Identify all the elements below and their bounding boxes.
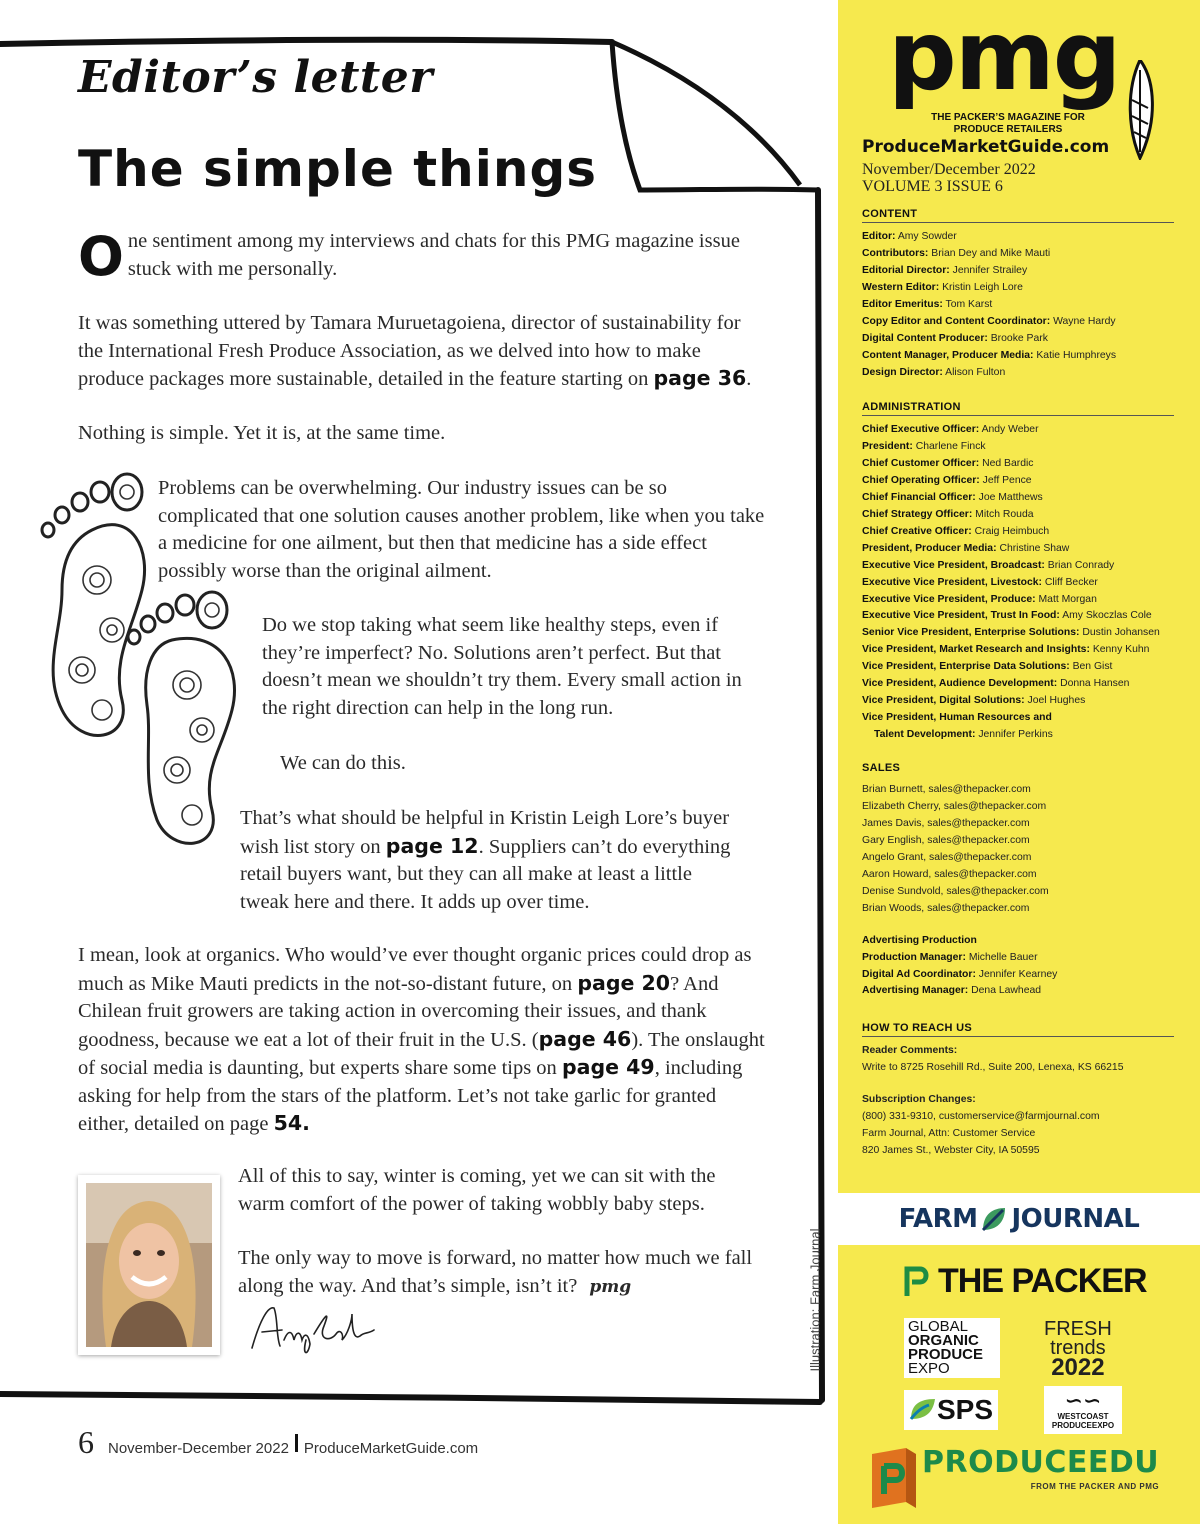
staff-row: Digital Ad Coordinator: Jennifer Kearney	[862, 968, 1058, 980]
farm-journal-word-b: JOURNAL	[1011, 1204, 1140, 1234]
staff-row: Production Manager: Michelle Bauer	[862, 951, 1038, 963]
page-title: The simple things	[78, 140, 598, 198]
paragraph-10-text: The only way to move is forward, no matter how much we fall along the way. And that’s simple, isn’t it?	[238, 1247, 753, 1297]
fresh-trends-logo	[1044, 1318, 1112, 1381]
paragraph-3: Nothing is simple. Yet it is, at the same time.	[78, 422, 446, 444]
staff-row: Chief Operating Officer: Jeff Pence	[862, 474, 1032, 486]
sales-contact[interactable]: Elizabeth Cherry, sales@thepacker.com	[862, 800, 1047, 812]
paragraph-10	[238, 1245, 758, 1301]
westcoast-line: WESTCOAST	[1057, 1412, 1109, 1421]
gope-line: ORGANIC	[908, 1332, 979, 1349]
administration-heading: ADMINISTRATION	[862, 401, 1174, 416]
paragraph-4: Problems can be overwhelming. Our industry issues can be so complicated that one solution causes another problem, like when you take a medicine for one ailment, but then that medicine has a side effect possibly worse than the original ailment.	[158, 477, 765, 582]
staff-row: Executive Vice President, Trust In Food: Amy Skoczlas Cole	[862, 610, 1152, 622]
staff-row: Executive Vice President, Livestock: Cliff Becker	[862, 576, 1098, 588]
the-packer-wordmark: THE PACKER	[938, 1262, 1147, 1300]
westcoast-line: PRODUCEEXPO	[1051, 1421, 1115, 1430]
staff-row: Talent Development: Jennifer Perkins	[874, 729, 1053, 741]
page-number: 6	[78, 1424, 94, 1460]
page-reference-20[interactable]: page 20	[577, 970, 671, 995]
subscription-contact[interactable]: (800) 331-9310, customerservice@farmjournal.com	[862, 1110, 1100, 1122]
administration-section	[862, 401, 1174, 744]
farm-journal-word-a: FARM	[898, 1204, 978, 1234]
staff-row: Chief Creative Officer: Craig Heimbuch	[862, 525, 1050, 537]
paragraph-7-text-end: . Suppliers can’t do everything retail buyers want, but they can all make at least a little tweak here and there. It adds up over time.	[240, 835, 731, 913]
sales-heading: SALES	[862, 762, 901, 774]
page-footer	[78, 1424, 478, 1461]
page-reference-54[interactable]: 54.	[273, 1111, 310, 1135]
staff-row: Vice President, Human Resources and	[862, 712, 1052, 724]
pmg-logo-wordmark: pmg	[888, 0, 1120, 112]
page-reference-46[interactable]: page 46	[538, 1026, 632, 1051]
staff-row: Editor Emeritus: Tom Karst	[862, 298, 993, 310]
masthead-site[interactable]: ProduceMarketGuide.com	[862, 137, 1110, 157]
sales-contact[interactable]: Brian Woods, sales@thepacker.com	[862, 902, 1030, 914]
sales-contact[interactable]: James Davis, sales@thepacker.com	[862, 817, 1030, 829]
farm-journal-leaf-icon	[979, 1204, 1009, 1234]
paragraph-7-text: That’s what should be helpful in Kristin Leigh Lore’s buyer wish list story on	[240, 807, 730, 858]
sales-section	[862, 762, 1174, 1000]
produce-edu-logo	[866, 1446, 1159, 1512]
staff-row: Vice President, Audience Development: Donna Hansen	[862, 678, 1130, 690]
page-reference-49[interactable]: page 49	[561, 1055, 655, 1079]
illustration-credit: Illustration: Farm Journal	[807, 1228, 823, 1372]
staff-row: Chief Executive Officer: Andy Weber	[862, 424, 1039, 435]
produce-edu-tagline: FROM THE PACKER AND PMG	[1030, 1482, 1160, 1491]
staff-row: Executive Vice President, Produce: Matt Morgan	[862, 593, 1097, 605]
paragraph-9: All of this to say, winter is coming, yet we can sit with the warm comfort of the power of taking wobbly baby steps.	[238, 1165, 716, 1215]
paragraph-8-text-c: ). The onslaught of social media is daunting, but experts share some tips on	[78, 1028, 765, 1079]
gope-line: GLOBAL	[908, 1318, 969, 1335]
produce-edu-book-icon	[866, 1446, 922, 1512]
staff-row: Editorial Director: Jennifer Strailey	[862, 264, 1028, 276]
paragraph-8-text-a: I mean, look at organics. Who would’ve ever thought organic prices could drop as much as Mike Mauti predicts in the not-so-distant future, on	[78, 944, 752, 995]
pmg-logo	[888, 0, 1158, 140]
editor-signature	[248, 1300, 378, 1358]
logo-tagline: THE PACKER’S MAGAZINE FOR PRODUCE RETAILERS	[931, 112, 1085, 135]
staff-row: Copy Editor and Content Coordinator: Wayne Hardy	[862, 315, 1116, 327]
section-kicker: Editor’s letter	[78, 52, 433, 103]
staff-row: Design Director: Alison Fulton	[862, 366, 1006, 378]
paragraph-2	[78, 310, 768, 394]
editor-portrait-image	[86, 1183, 212, 1347]
issue-volume: VOLUME 3 ISSUE 6	[862, 178, 1003, 195]
paragraph-1-text: ne sentiment among my interviews and chats for this PMG magazine issue stuck with me personally.	[127, 230, 740, 280]
how-to-reach-us-heading: HOW TO REACH US	[862, 1022, 1174, 1037]
sps-wordmark: SPS	[936, 1394, 994, 1425]
sales-contact[interactable]: Gary English, sales@thepacker.com	[862, 834, 1030, 846]
staff-row: Content Manager, Producer Media: Katie Humphreys	[862, 349, 1117, 361]
westcoast-produce-expo-logo	[1044, 1386, 1122, 1434]
sps-logo	[904, 1390, 998, 1430]
staff-row: Vice President, Enterprise Data Solutions: Ben Gist	[862, 661, 1113, 673]
paragraph-2-end: .	[746, 368, 752, 390]
footer-divider	[295, 1434, 298, 1452]
sales-contact[interactable]: Denise Sundvold, sales@thepacker.com	[862, 885, 1049, 897]
sales-contact[interactable]: Angelo Grant, sales@thepacker.com	[862, 851, 1032, 863]
paragraph-8-text-d: , including asking for help from the stars of the platform. Let’s not take garlic for granted either, detailed on page	[78, 1057, 743, 1135]
sps-leaf-icon	[909, 1397, 937, 1423]
packer-p-icon	[904, 1266, 930, 1298]
paragraph-2-text: It was something uttered by Tamara Muruetagoiena, director of sustainability for the International Fresh Produce Association, as we delved into how to make produce packages more sustainable, detailed in the feature starting on	[78, 312, 741, 390]
footer-site: ProduceMarketGuide.com	[303, 1440, 479, 1457]
issue-date: November/December 2022	[862, 161, 1036, 178]
fresh-trends-line: FRESH	[1044, 1318, 1112, 1340]
sales-contact[interactable]: Brian Burnett, sales@thepacker.com	[862, 784, 1031, 795]
staff-row: Chief Financial Officer: Joe Matthews	[862, 491, 1043, 503]
subscription-changes-label: Subscription Changes:	[862, 1093, 976, 1105]
content-heading: CONTENT	[862, 208, 1174, 223]
paragraph-1	[78, 225, 768, 288]
westcoast-wave-icon: ∽∽	[1064, 1388, 1102, 1414]
staff-row: Contributors: Brian Dey and Mike Mauti	[862, 247, 1051, 259]
staff-row: President, Producer Media: Christine Shaw	[862, 542, 1070, 554]
staff-row: Editor: Amy Sowder	[862, 231, 957, 242]
fresh-trends-line: trends	[1050, 1337, 1106, 1359]
paragraph-8	[78, 942, 768, 1139]
paragraph-6: We can do this.	[280, 752, 406, 774]
footer-date: November-December 2022	[108, 1440, 289, 1457]
gope-line: EXPO	[908, 1360, 950, 1377]
reader-comments-label: Reader Comments:	[862, 1045, 958, 1056]
subscription-address: Farm Journal, Attn: Customer Service	[862, 1127, 1036, 1139]
pmg-logo-feather-icon	[1110, 60, 1170, 160]
contact-section	[862, 1022, 1174, 1160]
gope-line: PRODUCE	[908, 1346, 984, 1363]
global-organic-produce-expo-logo	[904, 1318, 1000, 1378]
page-reference-36[interactable]: page 36	[653, 366, 747, 390]
staff-row: Vice President, Market Research and Insights: Kenny Kuhn	[862, 644, 1150, 656]
staff-row: Chief Strategy Officer: Mitch Rouda	[862, 508, 1034, 520]
paragraph-5: Do we stop taking what seem like healthy steps, even if they’re imperfect? No. Solutions aren’t perfect. But that doesn’t mean we shouldn’t try them. Every small action in the right direction can help in the long run.	[262, 614, 742, 719]
staff-row: Chief Customer Officer: Ned Bardic	[862, 457, 1034, 469]
editor-photo	[78, 1175, 220, 1355]
staff-row: Vice President, Digital Solutions: Joel Hughes	[862, 695, 1086, 707]
staff-row: Advertising Manager: Dena Lawhead	[862, 985, 1042, 997]
farm-journal-logo	[838, 1193, 1200, 1245]
masthead-sidebar	[838, 0, 1200, 1524]
staff-row: Digital Content Producer: Brooke Park	[862, 332, 1048, 344]
staff-row: Senior Vice President, Enterprise Solutions: Dustin Johansen	[862, 627, 1160, 639]
paragraph-8-text-b: ? And Chilean fruit growers are taking action in overcoming their issues, and thank goodness, because we eat a lot of their fruit in the U.S. (	[78, 972, 719, 1051]
staff-row: President: Charlene Finck	[862, 440, 986, 452]
subscription-address: 820 James St., Webster City, IA 50595	[862, 1144, 1040, 1156]
the-packer-logo	[904, 1262, 1147, 1301]
reader-comments-address: Write to 8725 Rosehill Rd., Suite 200, Lenexa, KS 66215	[862, 1061, 1124, 1073]
produce-edu-wordmark: PRODUCEEDU	[922, 1445, 1160, 1480]
page-reference-12[interactable]: page 12	[385, 833, 479, 858]
drop-cap: O	[78, 225, 124, 288]
content-staff-section	[862, 208, 1174, 382]
fresh-trends-year: 2022	[1051, 1354, 1105, 1381]
advertising-production-heading: Advertising Production	[862, 934, 977, 946]
pmg-sign-off-mark: pmg	[589, 1276, 632, 1297]
issue-info	[862, 161, 1036, 195]
staff-row: Western Editor: Kristin Leigh Lore	[862, 281, 1023, 293]
sales-contact[interactable]: Aaron Howard, sales@thepacker.com	[862, 868, 1037, 880]
paragraph-7	[240, 805, 740, 916]
staff-row: Executive Vice President, Broadcast: Brian Conrady	[862, 559, 1115, 571]
